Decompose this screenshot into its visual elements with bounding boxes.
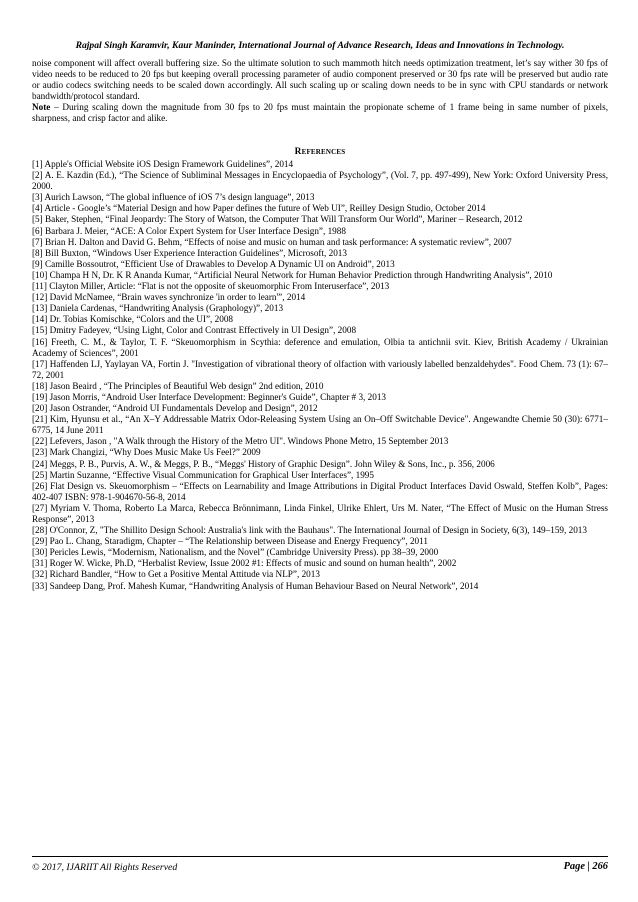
running-header: Rajpal Singh Karamvir, Kaur Maninder, International Journal of Advance Research, Ideas and Innovations in Technology.	[75, 40, 565, 51]
reference-item: [24] Meggs, P. B., Purvis, A. W., & Meggs, P. B., “Meggs' History of Graphic Design”. John Wiley & Sons, Inc., p. 356, 2006	[32, 458, 495, 469]
page-footer	[32, 856, 608, 873]
reference-item: [6] Barbara J. Meier, “ACE: A Color Expert System for User Interface Design”, 1988	[32, 225, 346, 236]
reference-item: [26] Flat Design vs. Skeuomorphism – “Effects on Learnability and Image Attributions in Digital Product Interfaces David Oswald, Steffen Kolb”, Pages: 402-407 ISBN: 978-1-904670-56-8, 2014	[32, 480, 608, 502]
reference-item: [2] A. E. Kazdin (Ed.), “The Science of Subliminal Messages in Encyclopaedia of Psychology”, (Vol. 7, pp. 497-499), New York: Oxford University Press, 2000.	[32, 170, 608, 192]
reference-item: [16] Freeth, C. M., & Taylor, T. F. “Skeuomorphism in Scythia: deference and emulation, Olbia ta antichnii svit. Kiev, British Academy / Ukrainian Academy of Sciences”, 2001	[32, 336, 608, 358]
reference-item: [28] O'Connor, Z, "The Shillito Design School: Australia's link with the Bauhaus". The International Journal of Design in Society, 6(3), 149–159, 2013	[32, 525, 587, 536]
reference-item: [33] Sandeep Dang, Prof. Mahesh Kumar, “Handwriting Analysis of Human Behaviour Based on Neural Network”, 2014	[32, 580, 479, 591]
reference-item: [27] Myriam V. Thoma, Roberto La Marca, Rebecca Brönnimann, Linda Finkel, Ulrike Ehlert, Urs M. Nater, “The Effect of Music on the Human Stress Response”, 2013	[32, 502, 608, 524]
reference-item: [30] Pericles Lewis, “Modernism, Nationalism, and the Novel” (Cambridge University Press). pp 38–39, 2000	[32, 547, 439, 558]
reference-item: [32] Richard Bandler, “How to Get a Positive Mental Attitude via NLP”, 2013	[32, 569, 320, 580]
footer-copyright: © 2017, IJARIIT All Rights Reserved	[32, 862, 178, 873]
reference-item: [21] Kim, Hyunsu et al., “An X–Y Addressable Matrix Odor-Releasing System Using an On–Off Switchable Device". Angewandte Chemie 50 (30): 6771–6775, 14 June 2011	[32, 414, 608, 436]
reference-item: [14] Dr. Tobias Komischke, “Colors and the UI”, 2008	[32, 314, 234, 325]
reference-item: [9] Camille Bossoutrot, “Efficient Use of Drawables to Develop A Dynamic UI on Android”, 2013	[32, 258, 395, 269]
reference-item: [11] Clayton Miller, Article: “Flat is not the opposite of skeuomorphic From Interuserface”, 2013	[32, 281, 390, 292]
references-list	[32, 159, 608, 592]
note-text: – During scaling down the magnitude from 30 fps to 20 fps must maintain the propionate scheme of 1 frame being in same number of pixels, sharpness, and crisp factor and alike.	[32, 102, 608, 124]
reference-item: [31] Roger W. Wicke, Ph.D, “Herbalist Review, Issue 2002 #1: Effects of music and sound on human health”, 2002	[32, 558, 457, 569]
reference-item: [12] David McNamee, “Brain waves synchronize 'in order to learn'”, 2014	[32, 292, 306, 303]
reference-item: [8] Bill Buxton, “Windows User Experience Interaction Guidelines”, Microsoft, 2013	[32, 247, 347, 258]
reference-item: [3] Aurich Lawson, “The global influence of iOS 7’s design language”, 2013	[32, 192, 315, 203]
footer-page-number: Page | 266	[563, 861, 608, 872]
reference-item: [18] Jason Beaird , “The Principles of Beautiful Web design” 2nd edition, 2010	[32, 380, 324, 391]
reference-item: [7] Brian H. Dalton and David G. Behm, “Effects of noise and music on human and task performance: A systematic review”, 2007	[32, 236, 512, 247]
reference-item: [15] Dmitry Fadeyev, “Using Light, Color and Contrast Effectively in UI Design”, 2008	[32, 325, 357, 336]
reference-item: [1] Apple's Official Website iOS Design Framework Guidelines”, 2014	[32, 159, 294, 169]
reference-item: [10] Champa H N, Dr. K R Ananda Kumar, “Artificial Neural Network for Human Behavior Prediction through Handwriting Analysis”, 2010	[32, 269, 553, 280]
reference-item: [19] Jason Morris, “Android User Interface Development: Beginner's Guide”, Chapter # 3, 2013	[32, 391, 387, 402]
body-paragraph: noise component will affect overall buffering size. So the ultimate solution to such mammoth hitch needs optimization treatment, let’s say wither 30 fps of video needs to be reduced to 20 fps but keeping overall processing parameter of audio component preserved or 30 fps rate will be preserved but audio rate or audio codecs switching needs to be scaled down accordingly. All such scaling up or scaling down needs to be in sync with CPU standards or network bandwidth/protocol standard.	[32, 58, 608, 102]
reference-item: [25] Martin Suzanne, “Effective Visual Communication for Graphical User Interfaces”, 1995	[32, 469, 374, 480]
note-label: Note	[32, 102, 51, 113]
references-heading: References	[294, 147, 346, 157]
reference-item: [23] Mark Changizi, “Why Does Music Make Us Feel?” 2009	[32, 447, 261, 458]
body-text	[32, 58, 608, 125]
reference-item: [13] Daniela Cardenas, “Handwriting Analysis (Graphology)”, 2013	[32, 303, 284, 314]
reference-item: [4] Article - Google’s “Material Design and how Paper defines the future of Web UI”, Reilley Design Studio, October 2014	[32, 203, 486, 214]
note-paragraph	[32, 102, 608, 124]
reference-item: [20] Jason Ostrander, “Android UI Fundamentals Develop and Design”, 2012	[32, 403, 318, 414]
reference-item: [29] Pao L. Chang, Staradigm, Chapter – “The Relationship between Disease and Energy Frequency”, 2011	[32, 536, 428, 547]
reference-item: [22] Lefevers, Jason , "A Walk through the History of the Metro UI". Windows Phone Metro, 15 September 2013	[32, 436, 449, 447]
reference-item: [17] Haffenden LJ, Yaylayan VA, Fortin J. "Investigation of vibrational theory of olfaction with variously labelled benzaldehydes". Food Chem. 73 (1): 67–72, 2001	[32, 358, 608, 380]
reference-item: [5] Baker, Stephen, “Final Jeopardy: The Story of Watson, the Computer That Will Transform Our World”, Mariner – Research, 2012	[32, 214, 523, 225]
